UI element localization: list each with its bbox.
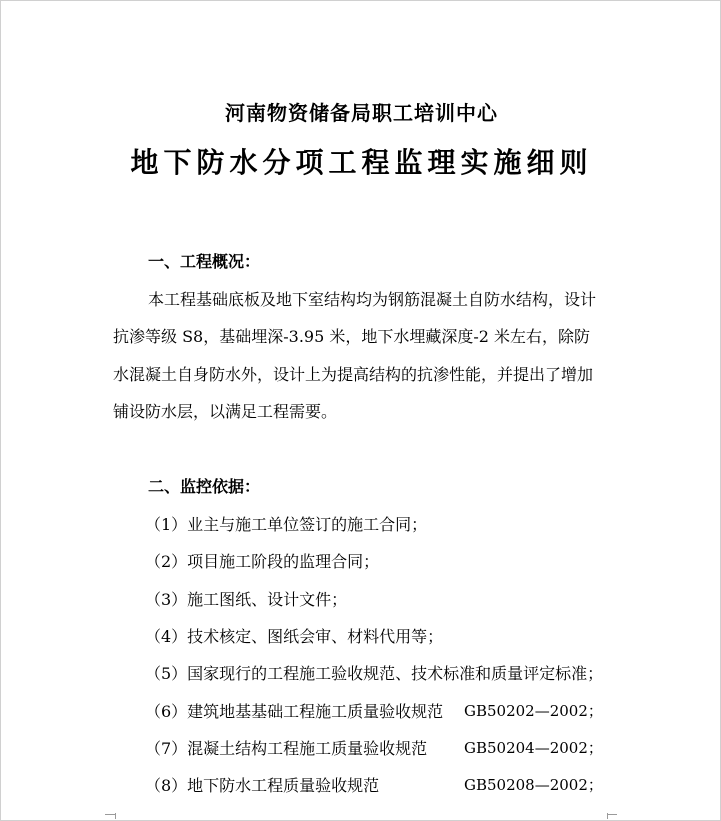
basis-item-1: （1）业主与施工单位签订的施工合同；: [145, 515, 428, 534]
basis-item-5: （5）国家现行的工程施工验收规范、技术标准和质量评定标准；: [145, 664, 604, 683]
crop-mark-right-horizontal: [607, 814, 617, 815]
basis-item-7: （7）混凝土结构工程施工质量验收规范: [145, 739, 428, 758]
section-heading-basis: 二、监控依据：: [148, 477, 261, 496]
section-heading-overview: 一、工程概况：: [148, 252, 261, 271]
basis-item-4: （4）技术核定、图纸会审、材料代用等；: [145, 627, 444, 646]
basis-item-2: （2）项目施工阶段的监理合同；: [145, 552, 380, 571]
organization-name: 河南物资储备局职工培训中心: [225, 101, 498, 125]
overview-line-2: 抗渗等级 S8，基础埋深-3.95 米，地下水埋藏深度-2 米左右，除防: [113, 327, 591, 346]
basis-item-3: （3）施工图纸、设计文件；: [145, 590, 348, 609]
overview-line-3: 水混凝土自身防水外，设计上为提高结构的抗渗性能，并提出了增加: [113, 365, 594, 384]
basis-item-6: （6）建筑地基基础工程施工质量验收规范: [145, 702, 444, 721]
standard-code-6: GB50202—2002；: [464, 702, 603, 720]
overview-line-1: 本工程基础底板及地下室结构均为钢筋混凝土自防水结构，设计: [148, 290, 597, 309]
standard-code-7: GB50204—2002；: [464, 739, 603, 757]
standard-code-8: GB50208—2002；: [464, 776, 603, 794]
overview-line-4: 铺设防水层，以满足工程需要。: [113, 402, 338, 421]
basis-item-8: （8）地下防水工程质量验收规范: [145, 776, 380, 795]
crop-mark-left-horizontal: [105, 814, 115, 815]
document-title: 地下防水分项工程监理实施细则: [130, 146, 593, 179]
